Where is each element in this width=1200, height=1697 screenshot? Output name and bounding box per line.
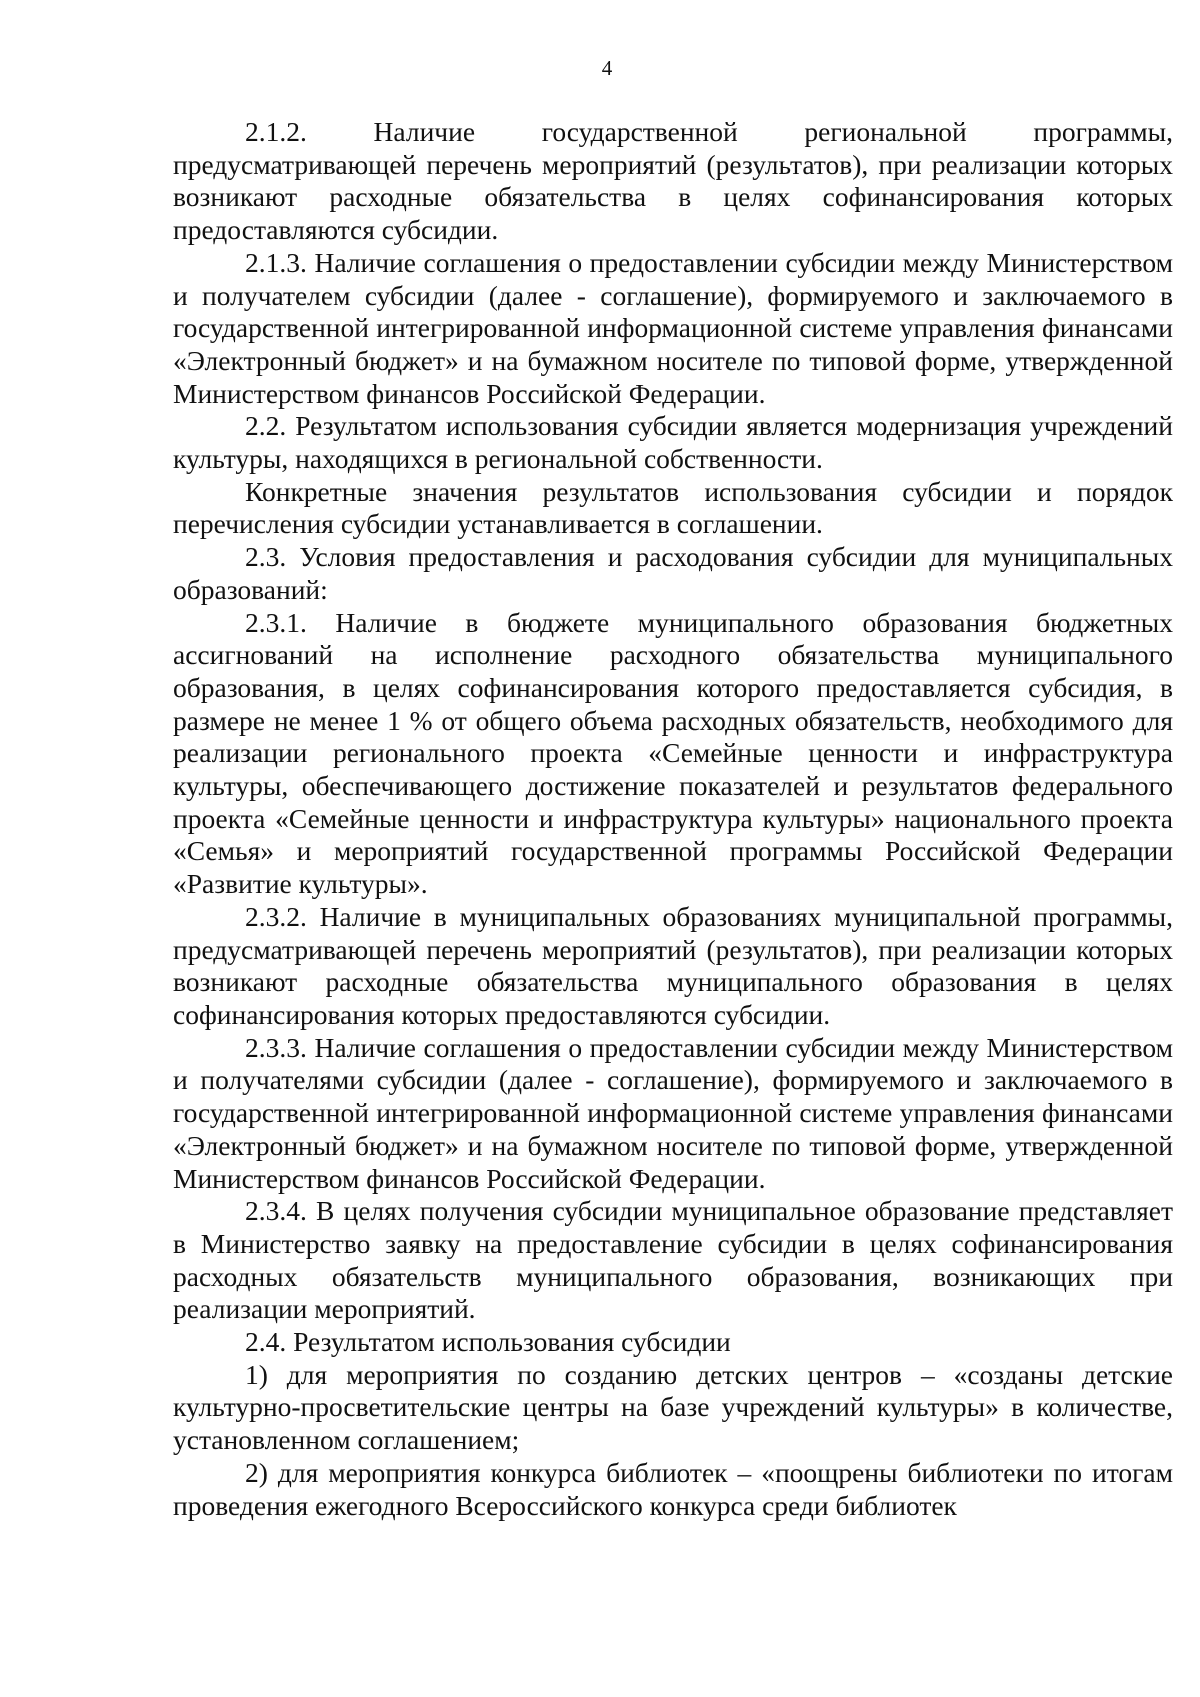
list-item-1: 1) для мероприятия по созданию детских центров – «созданы детские культурно-просветительские центры на базе учреждений культуры» в количестве, установленном соглашением;	[173, 1358, 1173, 1456]
list-item-2: 2) для мероприятия конкурса библиотек – «поощрены библиотеки по итогам проведения ежегодного Всероссийского конкурса среди библиотек	[173, 1456, 1173, 1521]
paragraph-2-2: 2.2. Результатом использования субсидии является модернизация учреждений культуры, находящихся в региональной собственности.	[173, 410, 1173, 475]
paragraph-2-4: 2.4. Результатом использования субсидии	[245, 1326, 731, 1358]
document-body	[173, 116, 1173, 1522]
paragraph-2-3-1: 2.3.1. Наличие в бюджете муниципального образования бюджетных ассигнований на исполнение расходного обязательства муниципального образования, в целях софинансирования которого предоставляется субсидия, в размере не менее 1 % от общего объема расходных обязательств, необходимого для реализации регионального проекта «Семейные ценности и инфраструктура культуры, обеспечивающего достижение показателей и результатов федерального проекта «Семейные ценности и инфраструктура культуры» национального проекта «Семья» и мероприятий государственной программы Российской Федерации «Развитие культуры».	[173, 606, 1173, 900]
paragraph-2-3-4: 2.3.4. В целях получения субсидии муниципальное образование представляет в Министерство заявку на предоставление субсидии в целях софинансирования расходных обязательств муниципального образования, возникающих при реализации мероприятий.	[173, 1195, 1173, 1325]
paragraph-2-1-2: 2.1.2. Наличие государственной региональной программы, предусматривающей перечень мероприятий (результатов), при реализации которых возникают расходные обязательства в целях софинансирования которых предоставляются субсидии.	[173, 116, 1173, 246]
paragraph-result-values: Конкретные значения результатов использования субсидии и порядок перечисления субсидии устанавливается в соглашении.	[173, 475, 1173, 540]
page-number: 4	[601, 56, 613, 80]
paragraph-2-3-3: 2.3.3. Наличие соглашения о предоставлении субсидии между Министерством и получателями субсидии (далее - соглашение), формируемого и заключаемого в государственной интегрированной информационной системе управления финансами «Электронный бюджет» и на бумажном носителе по типовой форме, утвержденной Министерством финансов Российской Федерации.	[173, 1031, 1173, 1194]
paragraph-2-3: 2.3. Условия предоставления и расходования субсидии для муниципальных образований:	[173, 541, 1173, 605]
paragraph-2-1-3: 2.1.3. Наличие соглашения о предоставлении субсидии между Министерством и получателем субсидии (далее - соглашение), формируемого и заключаемого в государственной интегрированной информационной системе управления финансами «Электронный бюджет» и на бумажном носителе по типовой форме, утвержденной Министерством финансов Российской Федерации.	[173, 246, 1173, 409]
paragraph-2-3-2: 2.3.2. Наличие в муниципальных образованиях муниципальной программы, предусматривающей перечень мероприятий (результатов), при реализации которых возникают расходные обязательства муниципального образования в целях софинансирования которых предоставляются субсидии.	[173, 900, 1173, 1030]
